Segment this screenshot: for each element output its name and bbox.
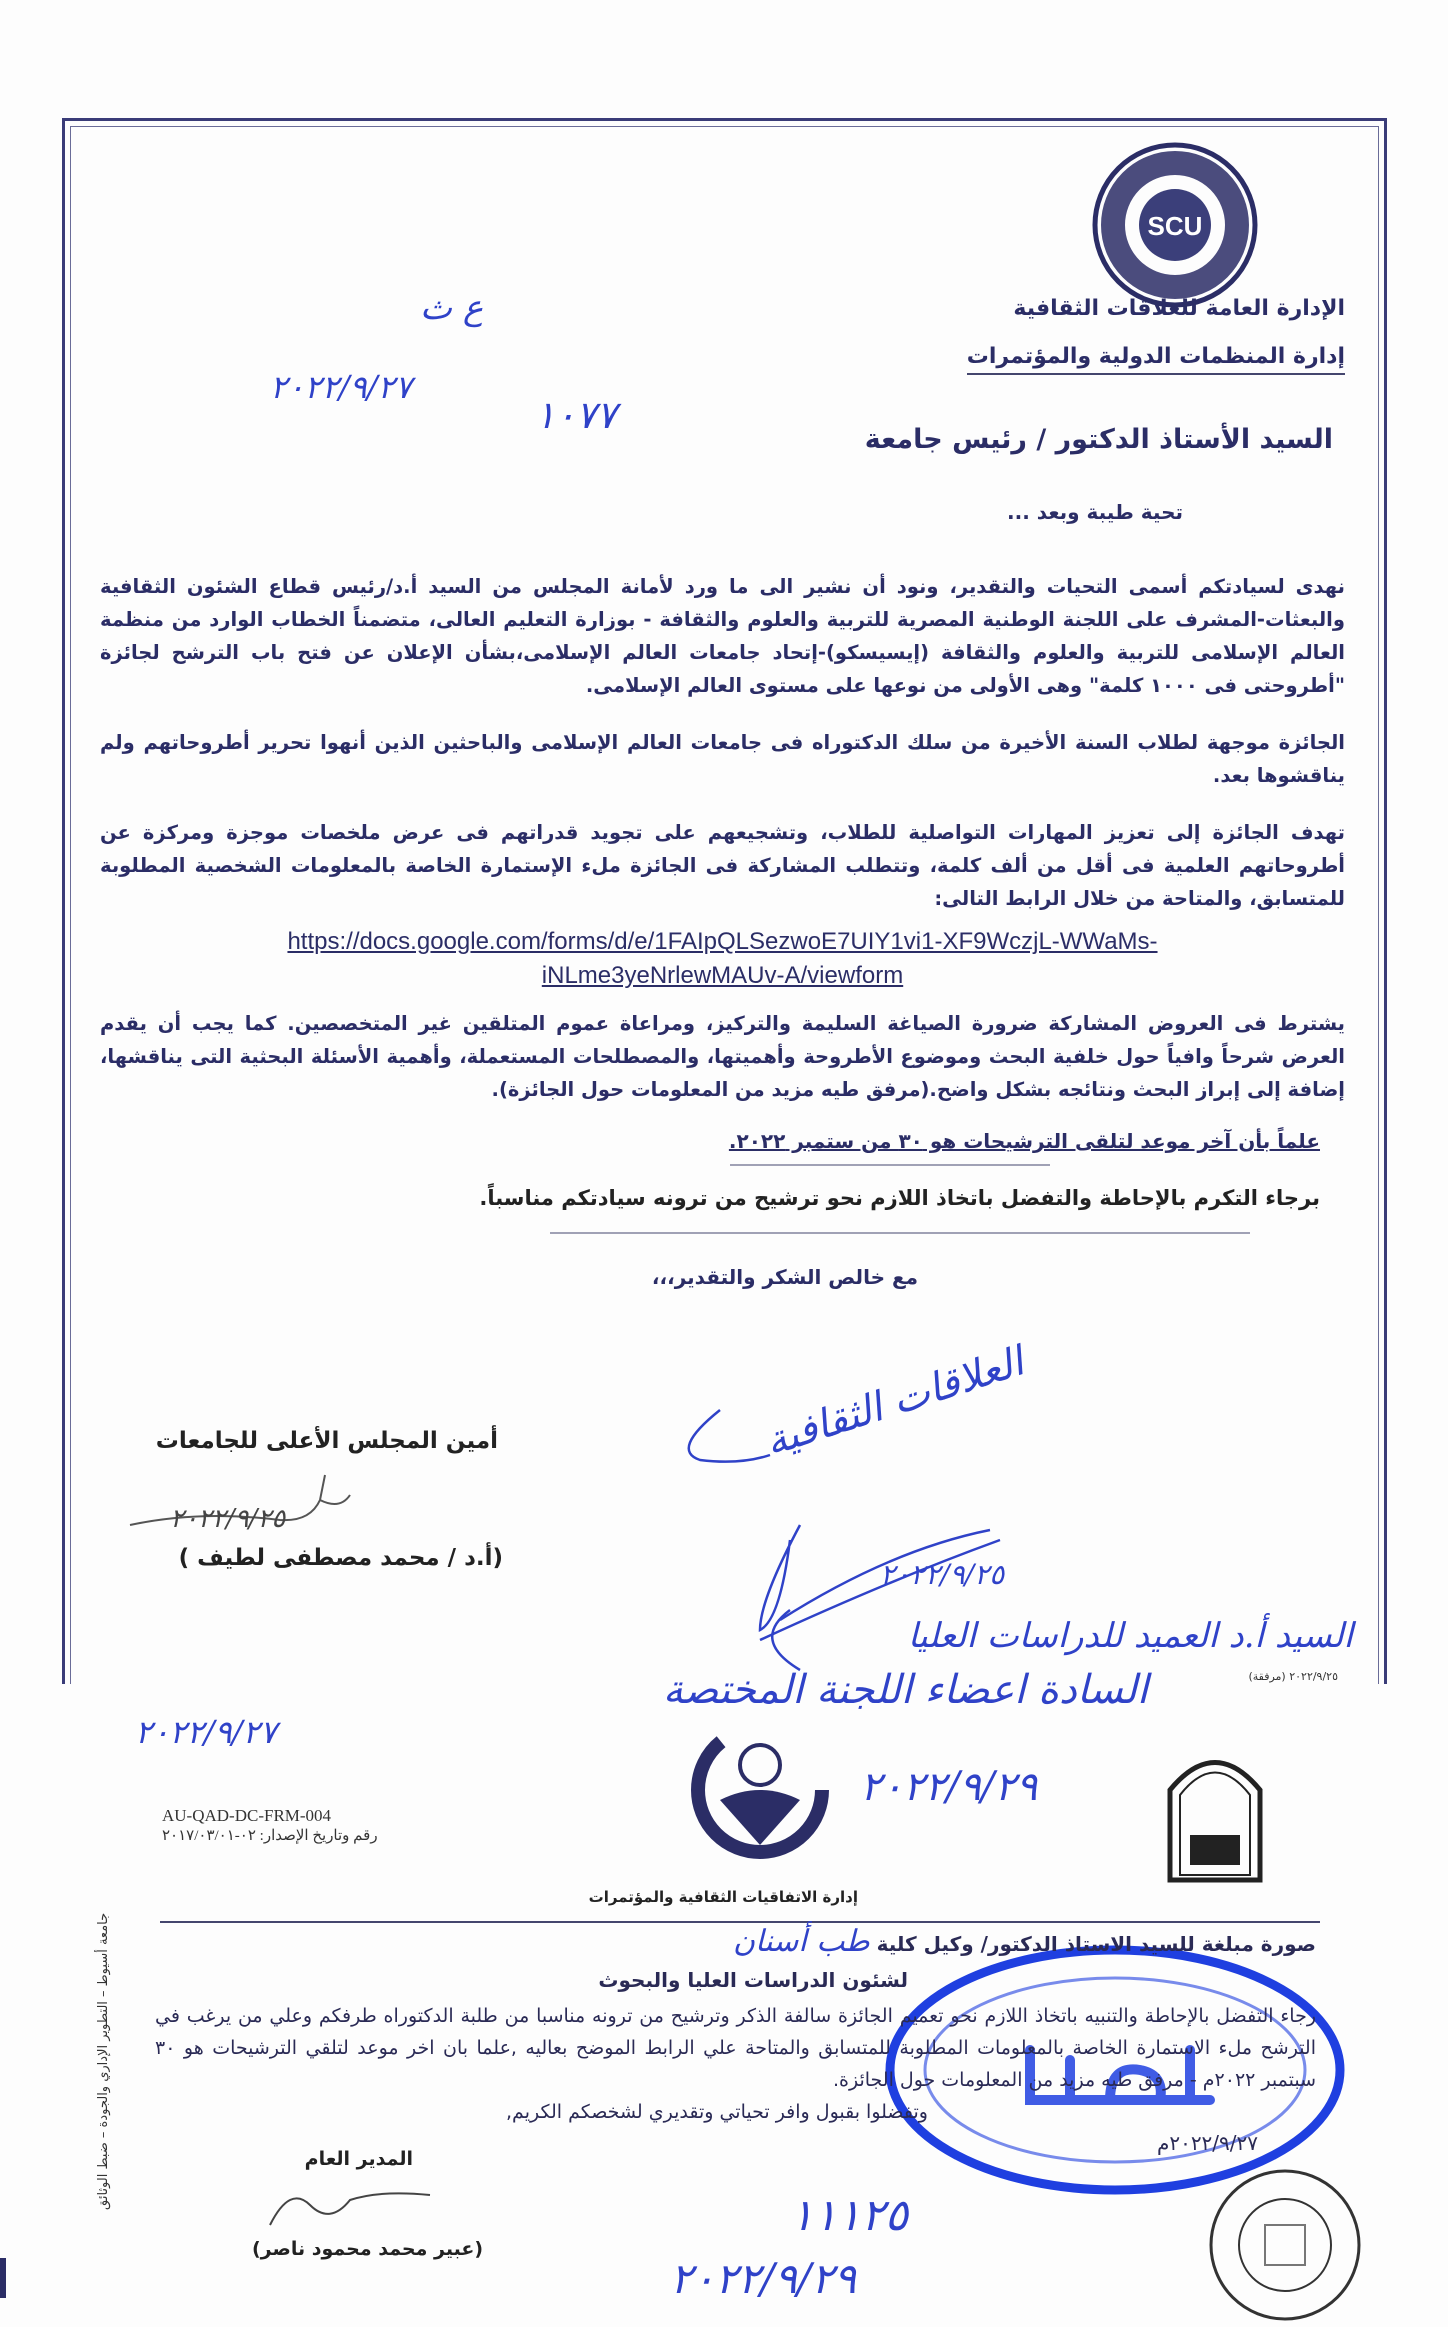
copy-to-line2: لشئون الدراسات العليا والبحوث: [598, 1968, 908, 1992]
assiut-university-logo: [1160, 1745, 1270, 1885]
signatory-name: (أ.د / محمد مصطفى لطيف ): [178, 1545, 503, 1571]
lower-letter: [155, 1924, 1316, 2158]
paragraph-eligibility: الجائزة موجهة لطلاب السنة الأخيرة من سلك الدكتوراه فى جامعات العالم الإسلامى والباحثين الذين أنهوا تحرير أطروحاتهم ولم يناقشوها بعد.: [100, 731, 1345, 787]
hand-note-dean: السيد أ.د العميد للدراسات العليا: [907, 1616, 1353, 1656]
hand-date-top: ٢٠٢٢/٩/٢٧: [270, 368, 412, 406]
addressee: السيد الأستاذ الدكتور / رئيس جامعة: [864, 424, 1333, 455]
hand-date-lower: ٢٠٢٢/٩/٢٩: [670, 2254, 857, 2303]
paragraph-intro: نهدى لسيادتكم أسمى التحيات والتقدير، ونود أن نشير الى ما ورد لأمانة المجلس من السيد أ.د/رئيس قطاع الشئون الثقافية والبعثات-المشرف على اللجنة الوطنية المصرية للتربية والعلوم والثقافة - بوزارة التعليم العالى، متضمناً الخطاب الوارد من منظمة العالم الإسلامى للتربية والعلوم والثقافة (إيسيسكو)-إتحاد جامعات العالم الإسلامى،بشأن الإعلان عن فتح باب الترشح لجائزة "أطروحتى فى ١٠٠٠ كلمة" وهى الأولى من نوعها على مستوى العالم الإسلامى.: [100, 575, 1345, 697]
closing: مع خالص الشكر والتقدير،،،: [651, 1265, 918, 1289]
lower-body: رجاء التفضل بالإحاطة والتنبيه باتخاذ اللازم نحو تعميم الجائزة سالفة الذكر وترشيح من ترونه مناسبا من طلبة الدكتوراه طرفكم وعلي من يرغب في الترشح ملء الاستمارة الخاصة بالمعلومات المطلوبة للمتسابق والمتاحة علي الرابط الموضح بعاليه ,علما بان اخر موعد لتلقي الترشيحات هو ٣٠ سبتمبر ٢٠٢٢م - مرفق طيه مزيد من المعلومات حول الجائزة.: [155, 2005, 1316, 2091]
deadline-note: علماً بأن آخر موعد لتلقى الترشيحات هو ٣٠ من ستمبر ٢٠٢٢.: [728, 1129, 1320, 1153]
greeting: تحية طيبة وبعد ...: [1007, 500, 1183, 524]
form-link-line1[interactable]: https://docs.google.com/forms/d/e/1FAIpQLSezwoE7UIY1vi1-XF9WczjL-WWaMs-: [287, 928, 1158, 955]
copy-to-text: صورة مبلغة للسيد الاستاذ الدكتور/ وكيل كلية: [876, 1932, 1316, 1956]
hand-note-committee: السادة اعضاء اللجنة المختصة: [662, 1667, 1148, 1713]
faculty-seal: [1205, 2165, 1365, 2325]
edge-mark: [0, 2258, 6, 2298]
lower-closing: وتفضلوا بقبول وافر تحياتي وتقديري لشخصكم الكريم,: [506, 2101, 928, 2123]
scu-logo: [1090, 140, 1260, 310]
printed-stamp-date: ٢٠٢٢/٩/٢٥ (مرفقة): [1248, 1670, 1338, 1683]
copy-to-hand: طب أسنان: [733, 1924, 870, 1959]
issue-date: رقم وتاريخ الإصدار: ٠٢-٢٠١٧/٠٣/٠١: [162, 1828, 378, 1844]
side-text: جامعة أسيوط – التطوير الإداري والجودة – ضبط الوثائق: [96, 1912, 111, 2210]
logo-text: SCU: [1147, 211, 1203, 241]
director-signature: [250, 2175, 450, 2235]
hand-initials: ع ث: [420, 288, 484, 328]
dept-sub: إدارة المنظمات الدولية والمؤتمرات: [967, 344, 1345, 375]
letter-body: [100, 570, 1345, 1292]
divider: [730, 1164, 1050, 1166]
divider: [160, 1921, 1320, 1923]
signatory-title: أمين المجلس الأعلى للجامعات: [155, 1428, 498, 1454]
copy-to: [155, 1924, 1316, 1964]
form-code: AU-QAD-DC-FRM-004: [162, 1806, 332, 1825]
hand-date-3: ٢٠٢٢/٩/٢٩: [860, 1764, 1038, 1810]
paragraph-conditions: يشترط فى العروض المشاركة ضرورة الصياغة السليمة والتركيز، ومراعاة عموم المتلقين غير المتخصصين. كما يجب أن يقدم العرض شرحاً وافياً حول خلفية البحث وموضوع الأطروحة وأهميتها، والمصطلحات المستعملة، وأهمية الأسئلة البحثية التى يناقشها، إضافة إلى إبراز البحث ونتائجه بشكل واضح.(مرفق طيه مزيد من المعلومات حول الجائزة).: [100, 1012, 1345, 1101]
hand-ref-number: ١٠٧٧: [535, 393, 617, 437]
hand-number: ١١١٢٥: [790, 2190, 909, 2241]
hand-note-relations: العلاقات الثقافية: [759, 1338, 1030, 1466]
relations-logo: [690, 1720, 830, 1860]
hand-date-2: ٢٠٢٢/٩/٢٧: [135, 1713, 277, 1751]
director-name: (عبير محمد محمود ناصر): [252, 2238, 483, 2260]
paragraph-goal: تهدف الجائزة إلى تعزيز المهارات التواصلية للطلاب، وتشجيعهم على تجويد قدراتهم فى عرض ملخصات موجزة ومركزة عن أطروحاتهم العلمية فى أقل من ألف كلمة، وتتطلب المشاركة فى الجائزة ملء الإستمارة الخاصة بالمعلومات الشخصية المطلوبة للمتسابق، والمتاحة من خلال الرابط التالى:: [100, 821, 1345, 910]
director-title: المدير العام: [304, 2148, 413, 2170]
lower-dept: إدارة الاتفاقيات الثقافية والمؤتمرات: [588, 1888, 858, 1906]
divider: [550, 1232, 1250, 1234]
lower-date: ٢٠٢٢/٩/٢٧م: [1156, 2131, 1258, 2155]
hand-date-1: ٢٠٢٢/٩/٢٥: [880, 1558, 1005, 1591]
signatory-date: ٢٠٢٢/٩/٢٥: [170, 1504, 286, 1534]
form-link[interactable]: [150, 925, 1295, 993]
form-link-line2[interactable]: iNLme3yeNrlewMAUv-A/viewform: [541, 962, 904, 989]
request-line: برجاء التكرم بالإحاطة والتفضل باتخاذ اللازم نحو ترشيح من ترونه سيادتكم مناسباً.: [479, 1186, 1320, 1210]
dept-general: الإدارة العامة للعلاقات الثقافية: [1013, 296, 1345, 321]
